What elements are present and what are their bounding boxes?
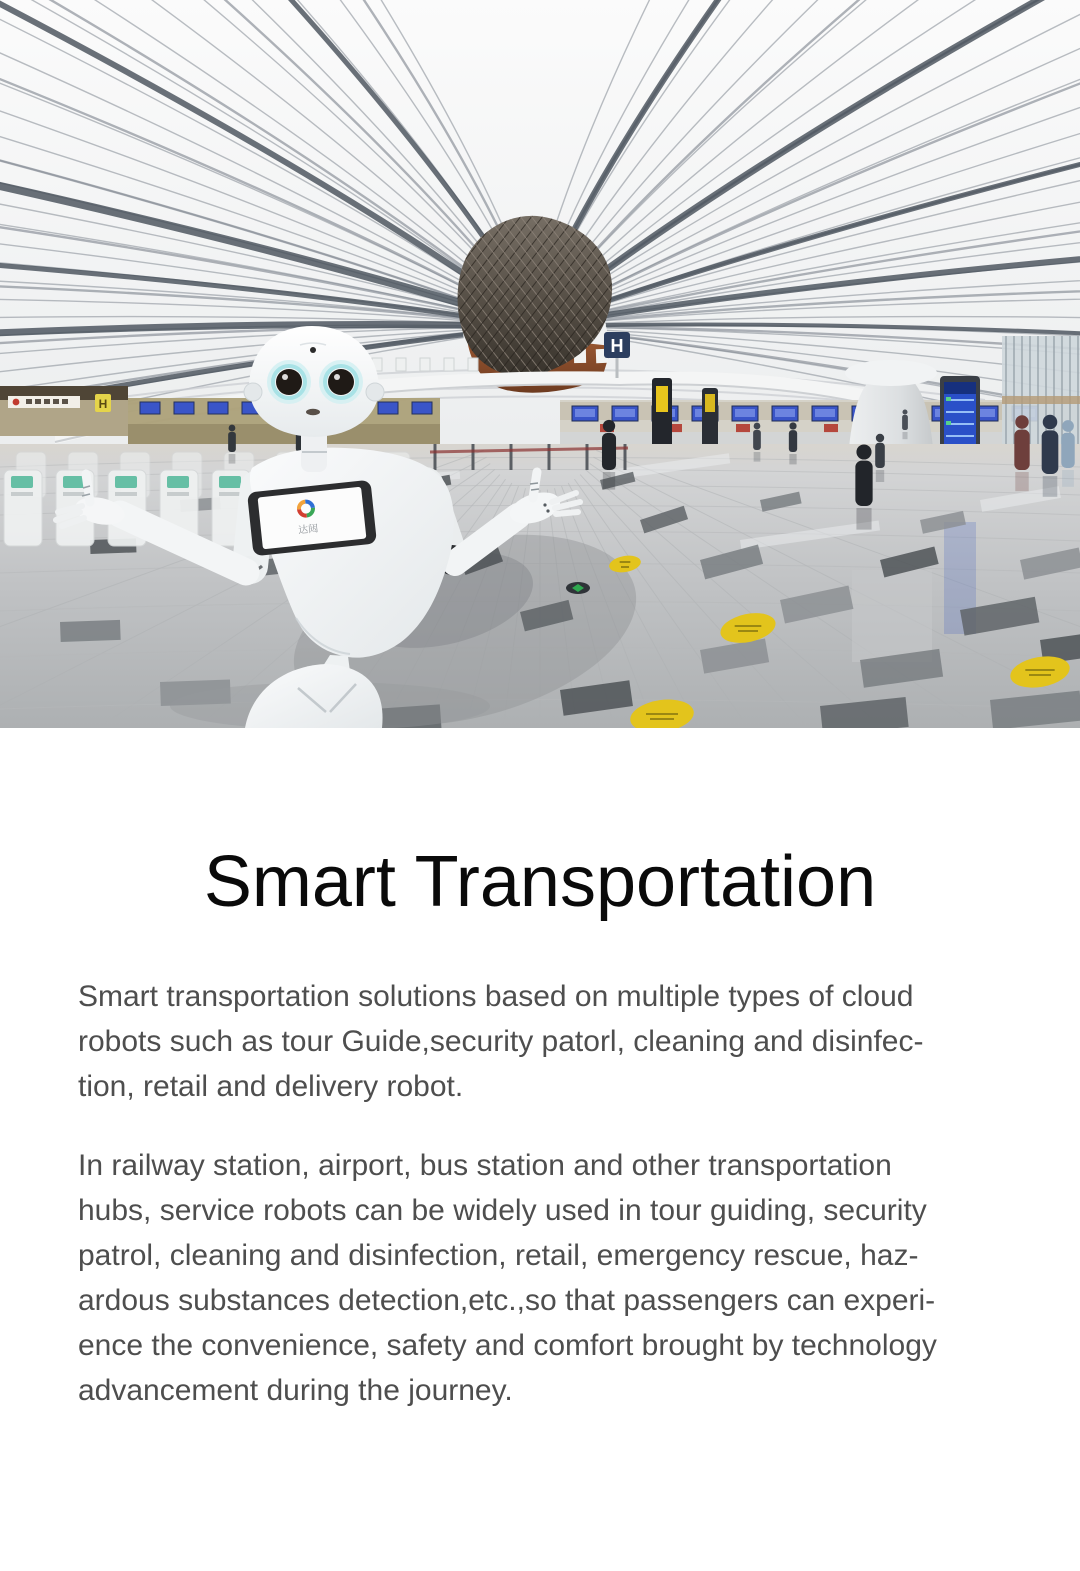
hero-image [0, 0, 1080, 728]
paragraph-1 [78, 974, 1002, 1109]
text-line: robots such as tour Guide,security patorl, cleaning and disinfec- [78, 1025, 924, 1058]
text-line: hubs, service robots can be widely used in tour guiding, security [78, 1194, 927, 1227]
gate-sign-h: H [610, 336, 624, 356]
left-sign-h: H [98, 397, 108, 411]
text-line: ence the convenience, safety and comfort brought by technology [78, 1329, 937, 1362]
text-line: advancement during the journey. [78, 1374, 513, 1407]
tablet-logo-text: 达闼 [297, 523, 319, 537]
text-line: Smart transportation solutions based on multiple types of cloud [78, 980, 914, 1013]
page-title: Smart Transportation [203, 842, 877, 922]
text-line: patrol, cleaning and disinfection, retail, emergency rescue, haz- [78, 1239, 919, 1272]
intro-text [0, 974, 1080, 1413]
text-line: tion, retail and delivery robot. [78, 1070, 464, 1103]
text-line: In railway station, airport, bus station and other transportation [78, 1149, 892, 1182]
text-line: ardous substances detection,etc.,so that passengers can experi- [78, 1284, 936, 1317]
paragraph-2 [78, 1143, 1002, 1413]
airport-terminal-photo [0, 0, 1080, 728]
